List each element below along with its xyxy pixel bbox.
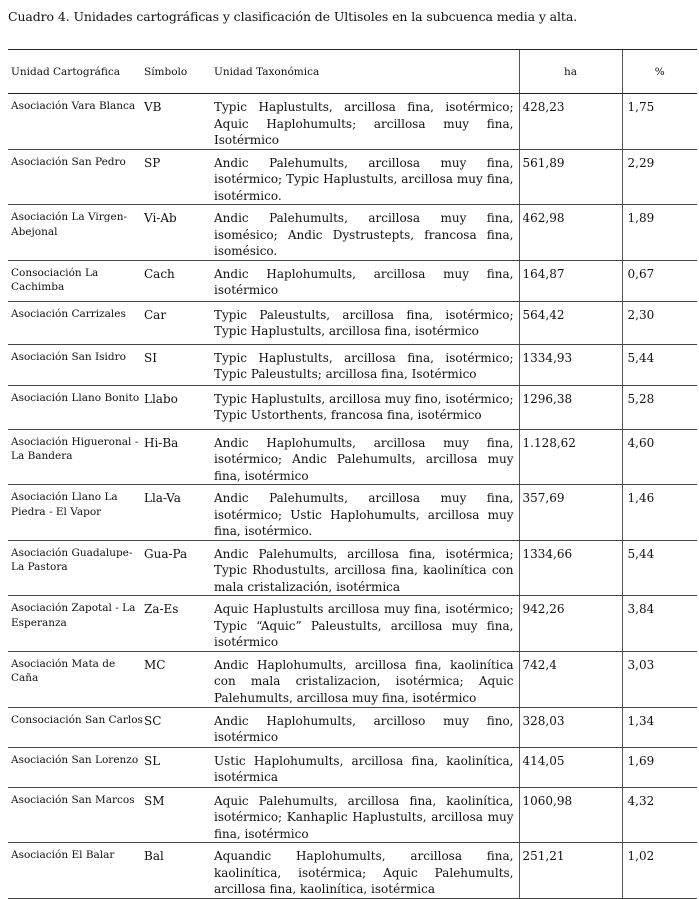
area-ha-cell: 462,98 [519,205,622,261]
percent-cell: 1,46 [622,485,697,541]
area-ha-cell: 357,69 [519,485,622,541]
unit-cell: Asociación Llano La Piedra - El Vapor [8,485,144,541]
unit-cell: Consociación La Cachimba [8,260,144,301]
unit-cell: Asociación San Lorenzo [8,747,144,787]
unit-cell: Asociación La Virgen-Abejonal [8,205,144,261]
percent-cell: 3,03 [622,651,697,707]
percent-cell: 1,02 [622,843,697,899]
symbol-cell: Bal [144,843,211,899]
taxonomy-cell: Andic Palehumults, arcillosa muy fina, isotérmico; Typic Haplustults, arcillosa muy fina, isotérmico. [211,149,519,205]
header-row [8,50,697,94]
table-row [8,485,697,541]
area-ha-cell: 414,05 [519,747,622,787]
symbol-cell: MC [144,651,211,707]
symbol-cell: VB [144,94,211,150]
unit-cell: Asociación San Marcos [8,787,144,843]
area-ha-cell: 1060,98 [519,787,622,843]
percent-cell: 5,44 [622,540,697,596]
taxonomy-cell: Andic Palehumults, arcillosa fina, isotérmica; Typic Rhodustults, arcillosa fina, kaolinítica con mala cristalización, isotérmica [211,540,519,596]
symbol-cell: SP [144,149,211,205]
taxonomy-cell: Ustic Haplohumults, arcillosa fina, kaolinítica, isotérmica [211,747,519,787]
unit-cell: Asociación Zapotal - La Esperanza [8,596,144,652]
taxonomy-cell: Andic Haplohumults, arcillosa fina, kaolinítica con mala cristalizacion, isotérmica; Aquic Palehumults, arcillosa muy fina, isotérmico [211,651,519,707]
symbol-cell: SI [144,344,211,385]
percent-cell: 5,44 [622,344,697,385]
taxonomy-cell: Typic Paleustults, arcillosa fina, isotérmico; Typic Haplustults, arcillosa fina, isotérmico [211,301,519,344]
area-ha-cell: 942,26 [519,596,622,652]
percent-cell: 0,67 [622,260,697,301]
table-body [8,94,697,899]
symbol-cell: Za-Es [144,596,211,652]
unit-cell: Asociación Vara Blanca [8,94,144,150]
unit-cell: Asociación San Isidro [8,344,144,385]
area-ha-cell: 1334,66 [519,540,622,596]
taxonomy-cell: Typic Haplustults, arcillosa fina, isotérmico; Typic Paleustults; arcillosa fina, Isotérmico [211,344,519,385]
area-ha-cell: 1334,93 [519,344,622,385]
table-row [8,94,697,150]
symbol-cell: SL [144,747,211,787]
table-row [8,787,697,843]
header-taxonomy: Unidad Taxonómica [211,50,519,94]
table-row [8,205,697,261]
symbol-cell: Gua-Pa [144,540,211,596]
percent-cell: 2,30 [622,301,697,344]
table-row [8,540,697,596]
percent-cell: 1,75 [622,94,697,150]
percent-cell: 4,32 [622,787,697,843]
unit-cell: Asociación Carrizales [8,301,144,344]
symbol-cell: Vi-Ab [144,205,211,261]
table-row [8,149,697,205]
symbol-cell: SC [144,707,211,747]
header-percent: % [622,50,697,94]
table-caption: Cuadro 4. Unidades cartográficas y clasificación de Ultisoles en la subcuenca media y alta. [8,9,578,24]
symbol-cell: SM [144,787,211,843]
symbol-cell: Hi-Ba [144,429,211,485]
unit-cell: Asociación Llano Bonito [8,385,144,429]
area-ha-cell: 561,89 [519,149,622,205]
header-ha: ha [519,50,622,94]
table-row [8,301,697,344]
symbol-cell: Cach [144,260,211,301]
table-row [8,596,697,652]
percent-cell: 1,34 [622,707,697,747]
taxonomy-cell: Aquic Haplustults arcillosa muy fina, isotérmico; Typic “Aquic” Paleustults, arcillosa muy fina, isotérmico [211,596,519,652]
table-row [8,747,697,787]
unit-cell: Asociación San Pedro [8,149,144,205]
area-ha-cell: 251,21 [519,843,622,899]
ultisols-table [8,49,697,899]
taxonomy-cell: Andic Palehumults, arcillosa muy fina, isomésico; Andic Dystrustepts, francosa fina, isomésico. [211,205,519,261]
table-row [8,344,697,385]
area-ha-cell: 742,4 [519,651,622,707]
area-ha-cell: 428,23 [519,94,622,150]
table-row [8,385,697,429]
taxonomy-cell: Andic Palehumults, arcillosa muy fina, isotérmico; Ustic Haplohumults, arcillosa muy fina, isotérmico. [211,485,519,541]
table-row [8,429,697,485]
unit-cell: Asociación Guadalupe-La Pastora [8,540,144,596]
taxonomy-cell: Typic Haplustults, arcillosa fina, isotérmico; Aquic Haplohumults; arcillosa muy fina, Isotérmico [211,94,519,150]
symbol-cell: Llabo [144,385,211,429]
table-row [8,843,697,899]
percent-cell: 1,69 [622,747,697,787]
percent-cell: 3,84 [622,596,697,652]
table-row [8,707,697,747]
symbol-cell: Lla-Va [144,485,211,541]
area-ha-cell: 164,87 [519,260,622,301]
header-unit: Unidad Cartográfica [8,50,144,94]
taxonomy-cell: Andic Haplohumults, arcilloso muy fino, isotérmico [211,707,519,747]
taxonomy-cell: Andic Haplohumults, arcillosa muy fina, isotérmico [211,260,519,301]
header-symbol: Símbolo [144,50,211,94]
taxonomy-cell: Typic Haplustults, arcillosa muy fino, isotérmico; Typic Ustorthents, francosa fina, isotérmico [211,385,519,429]
unit-cell: Asociación Higueronal - La Bandera [8,429,144,485]
percent-cell: 4,60 [622,429,697,485]
percent-cell: 5,28 [622,385,697,429]
unit-cell: Consociación San Carlos [8,707,144,747]
taxonomy-cell: Andic Haplohumults, arcillosa muy fina, isotérmico; Andic Palehumults, arcillosa muy fina, isotérmico [211,429,519,485]
area-ha-cell: 564,42 [519,301,622,344]
symbol-cell: Car [144,301,211,344]
taxonomy-cell: Aquic Palehumults, arcillosa fina, kaolinítica, isotérmico; Kanhaplic Haplustults, arcillosa muy fina, isotérmico [211,787,519,843]
area-ha-cell: 1296,38 [519,385,622,429]
unit-cell: Asociación El Balar [8,843,144,899]
area-ha-cell: 1.128,62 [519,429,622,485]
unit-cell: Asociación Mata de Caña [8,651,144,707]
area-ha-cell: 328,03 [519,707,622,747]
table-row [8,651,697,707]
taxonomy-cell: Aquandic Haplohumults, arcillosa fina, kaolinítica, isotérmica; Aquic Palehumults, arcillosa fina, kaolinítica, isotérmica [211,843,519,899]
percent-cell: 1,89 [622,205,697,261]
percent-cell: 2,29 [622,149,697,205]
table-row [8,260,697,301]
